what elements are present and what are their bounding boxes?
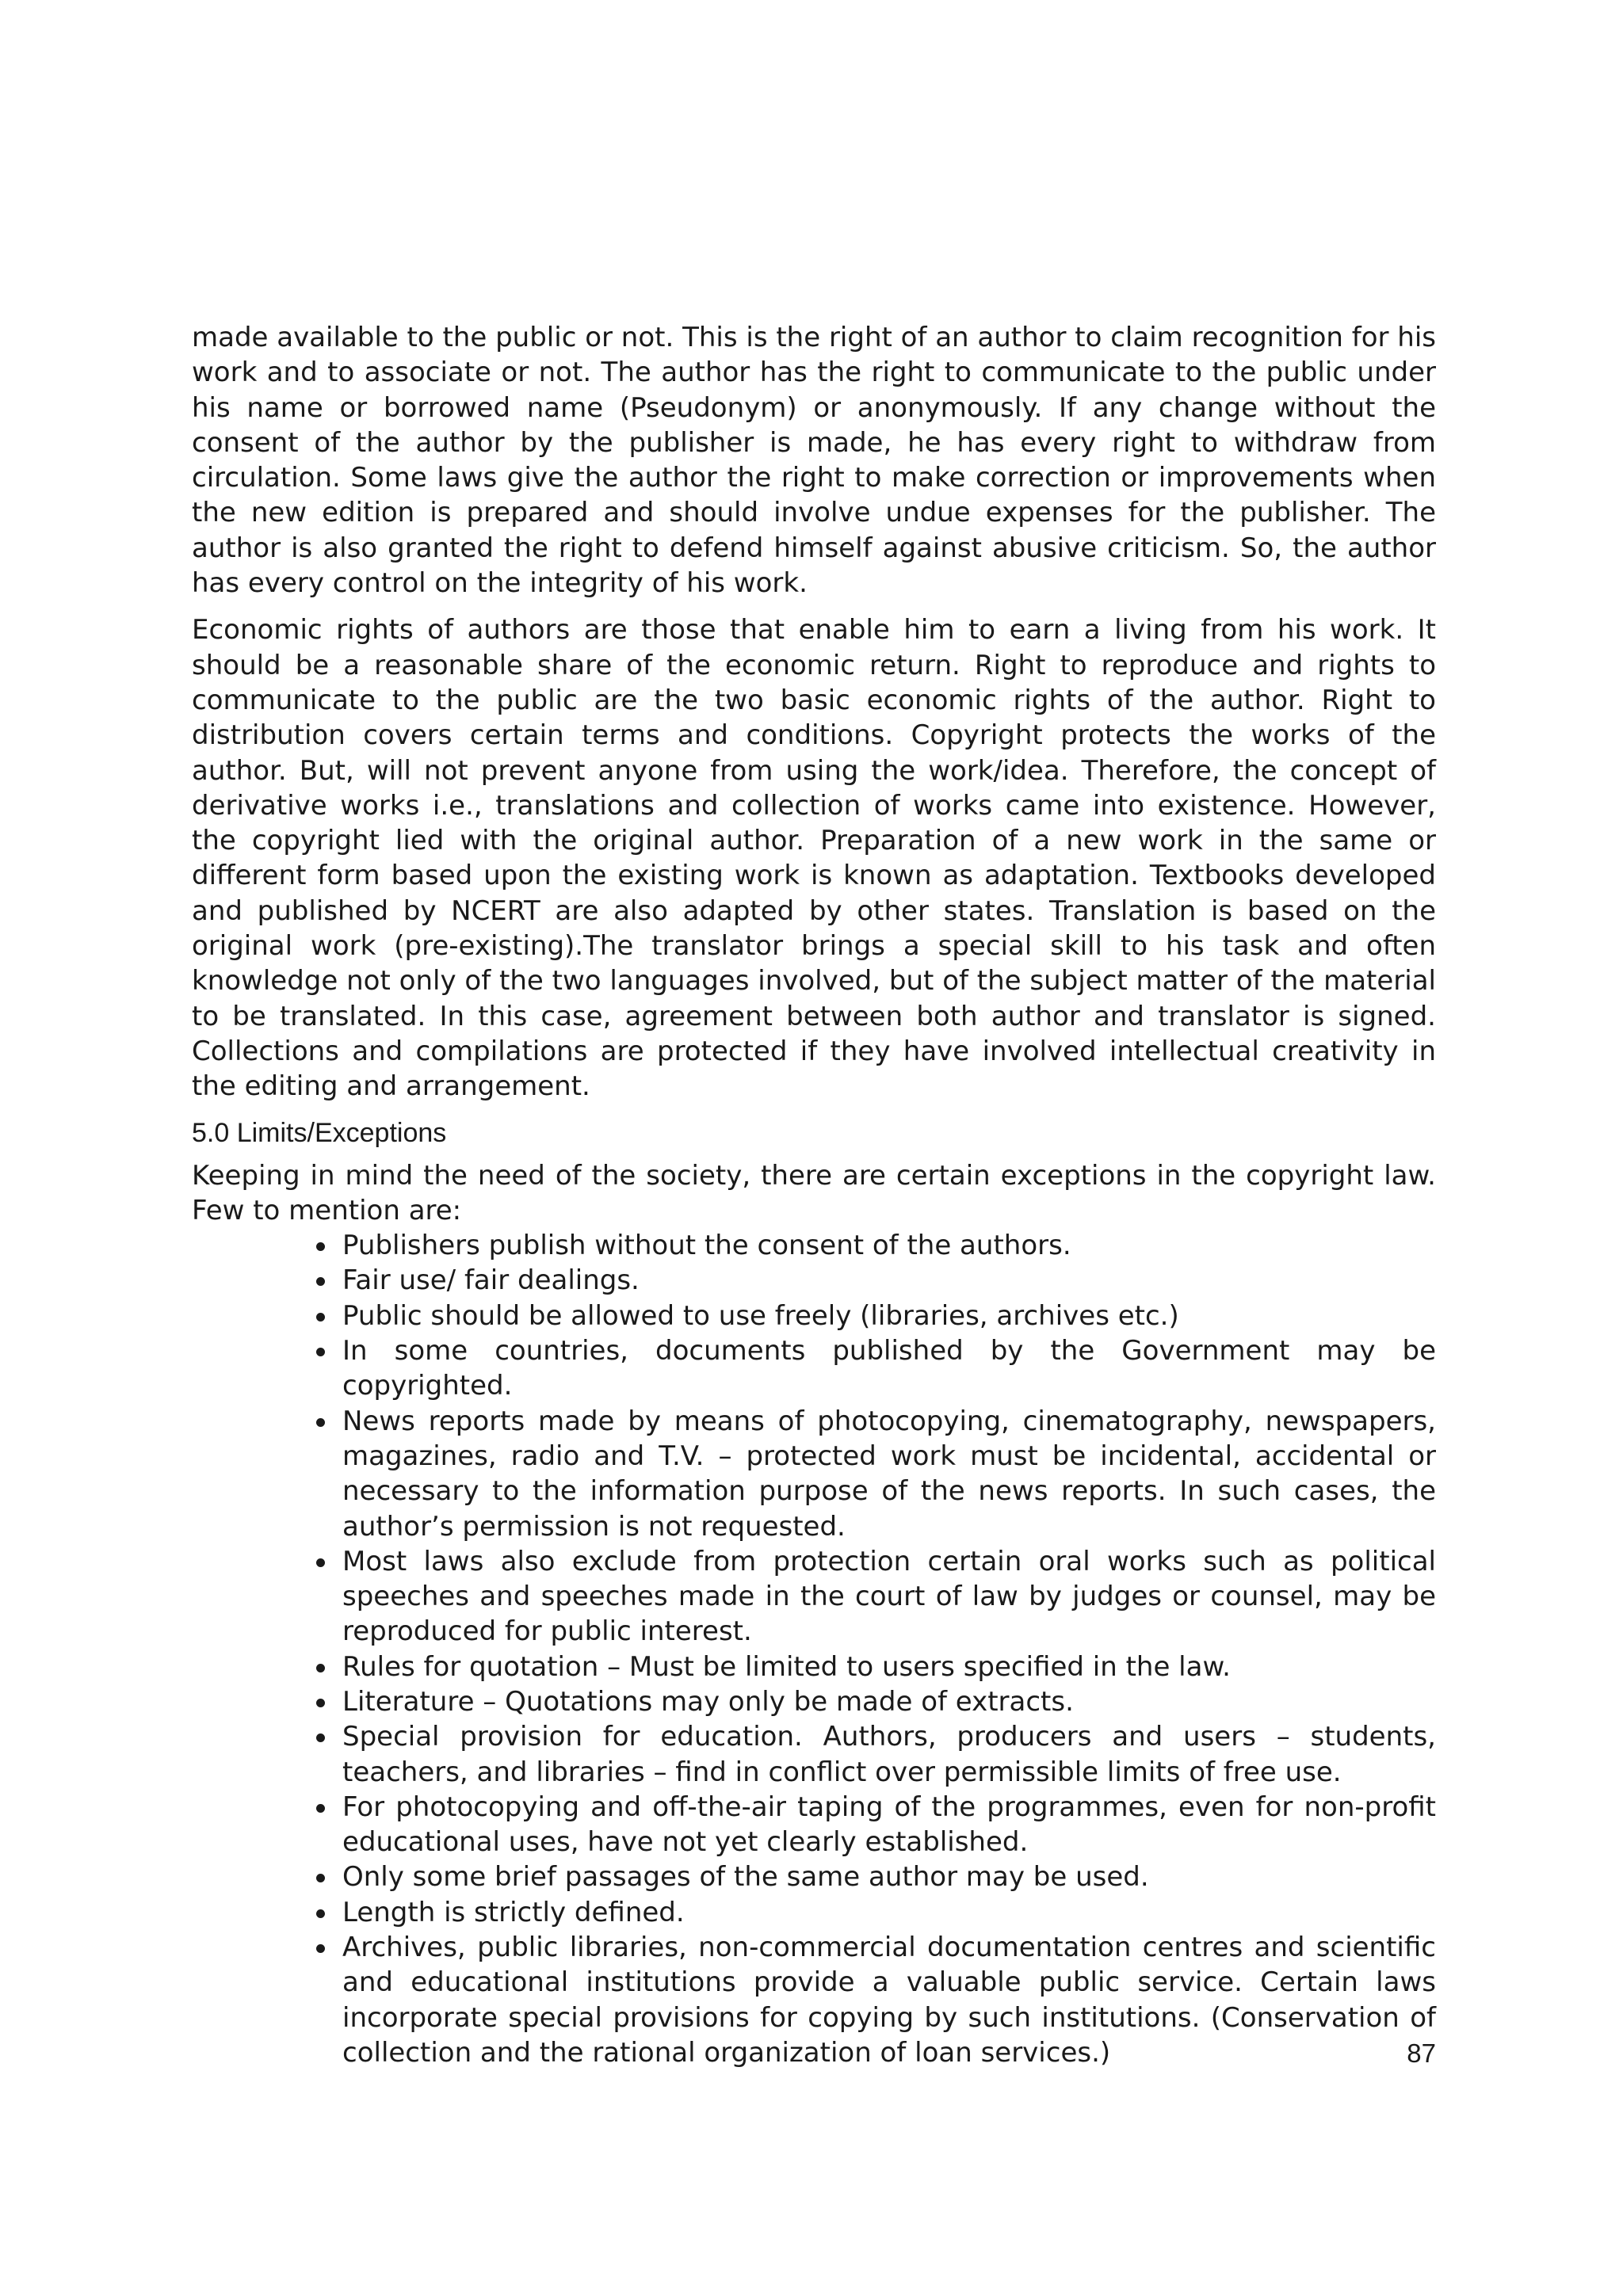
exceptions-list	[192, 1228, 1436, 2070]
list-item: Rules for quotation – Must be limited to users specified in the law.	[342, 1650, 1436, 1684]
list-item: Archives, public libraries, non-commercial documentation centres and scientific and educational institutions provide a valuable public service. Certain laws incorporate special provisions for copying by such institutions. (Conservation of collection and the rational organization of loan services.)	[342, 1930, 1436, 2070]
list-item: Only some brief passages of the same author may be used.	[342, 1859, 1436, 1894]
bullet-icon	[316, 1909, 325, 1918]
paragraph-economic-rights: Economic rights of authors are those that enable him to earn a living from his work. It should be a reasonable share of the economic return. Right to reproduce and rights to communicate to the public are the two basic economic rights of the author. Right to distribution covers certain terms and conditions. Copyright protects the works of the author. But, will not prevent anyone from using the work/idea. Therefore, the concept of derivative works i.e., translations and collection of works came into existence. However, the copyright lied with the original author. Preparation of a new work in the same or different form based upon the existing work is known as adaptation. Textbooks developed and published by NCERT are also adapted by other states. Translation is based on the original work (pre-existing).The translator brings a special skill to his task and often knowledge not only of the two languages involved, but of the subject matter of the material to be translated. In this case, agreement between both author and translator is signed. Collections and compilations are protected if they have involved intellectual creativity in the editing and arrangement.	[192, 614, 1436, 1103]
list-item: Special provision for education. Authors, producers and users – students, teachers, and libraries – find in conflict over permissible limits of free use.	[342, 1719, 1436, 1790]
list-item: News reports made by means of photocopying, cinematography, newspapers, magazines, radio and T.V. – protected work must be incidental, accidental or necessary to the information purpose of the news reports. In such cases, the author’s permission is not requested.	[342, 1404, 1436, 1544]
bullet-icon	[316, 1313, 325, 1322]
bullet-icon	[316, 1277, 325, 1286]
bullet-icon	[316, 1733, 325, 1742]
bullet-icon	[316, 1699, 325, 1707]
section-intro: Keeping in mind the need of the society, there are certain exceptions in the copyright law. Few to mention are:	[192, 1159, 1436, 1226]
bullet-icon	[316, 1242, 325, 1251]
bullet-icon	[316, 1418, 325, 1427]
bullet-icon	[316, 1664, 325, 1672]
list-item: Length is strictly defined.	[342, 1895, 1436, 1930]
bullet-icon	[316, 1874, 325, 1882]
page-content	[192, 320, 1436, 2070]
list-item: For photocopying and off-the-air taping of the programmes, even for non-profit educational uses, have not yet clearly established.	[342, 1790, 1436, 1860]
section-heading: 5.0 Limits/Exceptions	[192, 1117, 447, 1148]
bullet-icon	[316, 1804, 325, 1813]
bullet-icon	[316, 1944, 325, 1953]
page-number: 87	[1407, 2039, 1436, 2068]
bullet-icon	[316, 1558, 325, 1567]
list-item: Publishers publish without the consent of the authors.	[342, 1228, 1436, 1263]
list-item: In some countries, documents published by the Government may be copyrighted.	[342, 1333, 1436, 1404]
list-item: Most laws also exclude from protection certain oral works such as political speeches and speeches made in the court of law by judges or counsel, may be reproduced for public interest.	[342, 1544, 1436, 1650]
bullet-icon	[316, 1348, 325, 1356]
list-item: Fair use/ fair dealings.	[342, 1263, 1436, 1298]
paragraph-moral-rights: made available to the public or not. This is the right of an author to claim recognition for his work and to associate or not. The author has the right to communicate to the public under his name or borrowed name (Pseudonym) or anonymously. If any change without the consent of the author by the publisher is made, he has every right to withdraw from circulation. Some laws give the author the right to make correction or improvements when the new edition is prepared and should involve undue expenses for the publisher. The author is also granted the right to defend himself against abusive criticism. So, the author has every control on the integrity of his work.	[192, 322, 1436, 600]
list-item: Public should be allowed to use freely (libraries, archives etc.)	[342, 1299, 1436, 1333]
list-item: Literature – Quotations may only be made of extracts.	[342, 1684, 1436, 1719]
